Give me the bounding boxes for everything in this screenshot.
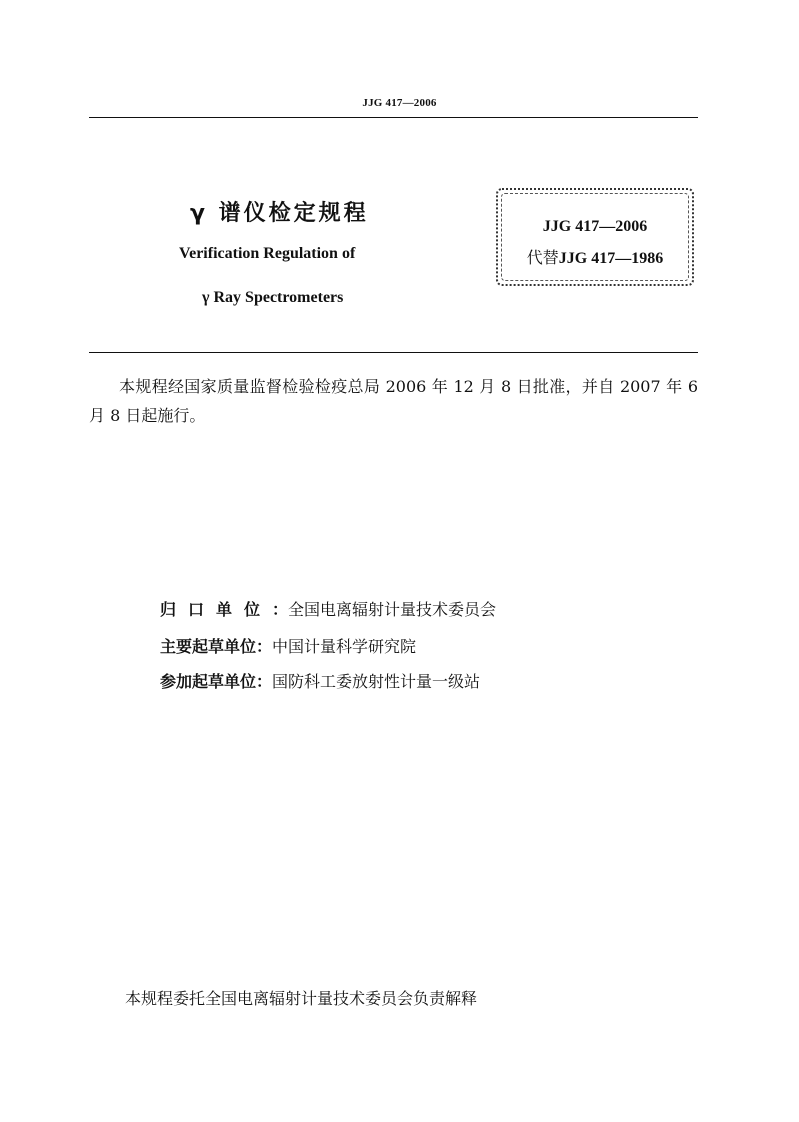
responsible-unit-colon: ： (272, 600, 289, 619)
replaces-prefix: 代替 (526, 250, 559, 267)
responsible-unit-value: 全国电离辐射计量技术委员会 (288, 600, 497, 619)
title-chinese: γ 谱仪检定规程 (190, 201, 369, 226)
header-rule (89, 117, 698, 118)
standard-code-header: JJG 417—2006 (362, 97, 437, 109)
standard-code: JJG 417—2006 (542, 218, 648, 235)
responsible-unit-label: 归口单位 (160, 600, 273, 619)
approval-statement: 本规程经国家质量监督检验检疫总局 2006 年 12 月 8 日批准，并自 2007 年 6 月 8 日起施行。 (89, 377, 698, 425)
standard-code-box (496, 188, 694, 286)
main-drafter-value: 中国计量科学研究院 (272, 637, 417, 656)
responsible-unit-row (160, 597, 496, 620)
participant-drafter-row (160, 669, 480, 692)
participant-drafter-label: 参加起草单位： (160, 672, 273, 691)
title-rule (89, 352, 698, 353)
title-english-line1: Verification Regulation of (179, 245, 356, 262)
interpretation-note: 本规程委托全国电离辐射计量技术委员会负责解释 (125, 989, 478, 1008)
replaces-code-line (498, 245, 692, 268)
main-drafter-label: 主要起草单位： (160, 637, 273, 656)
participant-drafter-value: 国防科工委放射性计量一级站 (272, 672, 481, 691)
main-drafter-row (160, 634, 416, 657)
title-english-line2: γ Ray Spectrometers (202, 289, 344, 306)
replaced-standard-code: JJG 417—1986 (558, 250, 664, 267)
